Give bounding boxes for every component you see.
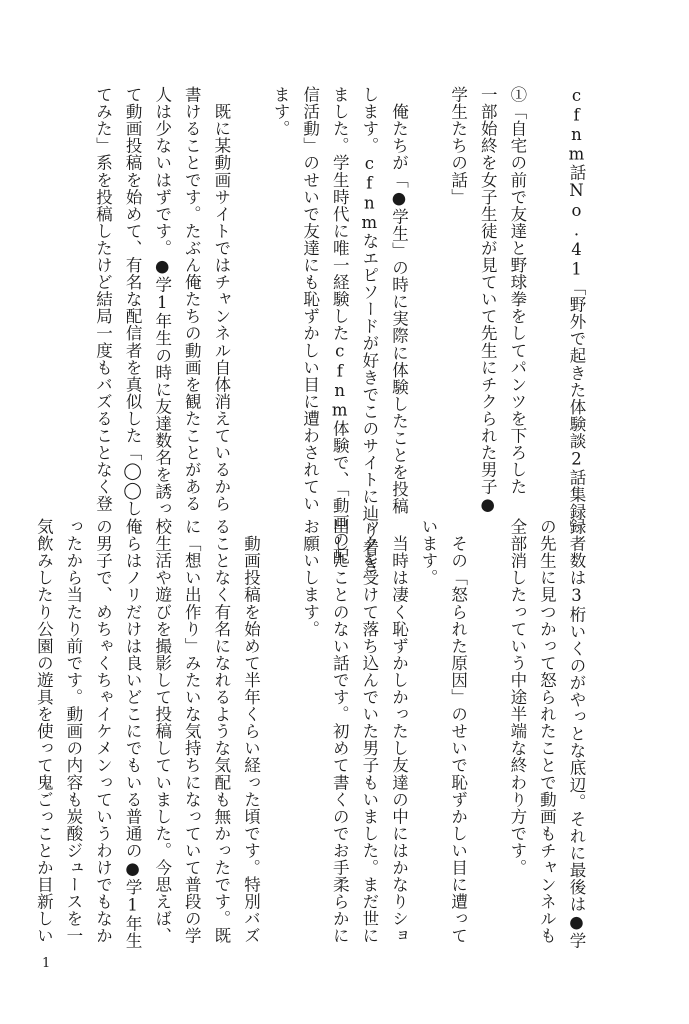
text-line: 信活動」のせいで友達にも恥ずかしい目に遭わされてい	[300, 86, 320, 513]
text-line: 当時は凄く恥ずかしかったし友達の中にはかなりショ	[389, 518, 409, 945]
text-line: ったから当たり前です。動画の内容も炭酸ジュースを一	[63, 518, 83, 945]
text-line: 俺たちが「●学生」の時に実際に体験したことを投稿	[389, 86, 409, 515]
text-line: 気飲みしたり公園の遊具を使って鬼ごっことか目新しい	[34, 518, 54, 945]
text-line	[532, 86, 562, 486]
lower-text-block	[34, 518, 591, 954]
upper-text-block	[51, 86, 591, 574]
text-line: の先生に見つかって怒られたことで動画もチャンネルも	[537, 518, 557, 945]
text-line: てみた」系を投稿したけど結局一度もバズることなく登	[93, 86, 113, 513]
text-line: に「想い出作り」みたいな気持ちになっていて普段の学	[182, 518, 202, 945]
text-line: の男子で、めちゃくちゃイケメンっていうわけでもなか	[93, 518, 113, 945]
text-line: 既に某動画サイトではチャンネル自体消えているから	[211, 86, 231, 513]
text-line	[236, 86, 266, 486]
text-line: ックを受けて落ち込んでいた男子もいました。まだ世に	[359, 518, 379, 945]
text-line: ①「自宅の前で友達と野球拳をしてパンツを下ろした	[507, 86, 527, 496]
text-line: 書けることです。たぶん俺たちの動画を観たことがある	[182, 86, 202, 513]
text-line: 学生たちの話」	[448, 86, 468, 206]
text-line: します。cfnmなエピソードが好きでこのサイトに辿り着き	[359, 86, 379, 574]
text-line: 出したことのない話です。初めて書くのでお手柔らかに	[330, 518, 350, 945]
text-line	[473, 518, 503, 954]
text-line: 校生活や遊びを撮影して投稿していました。今思えば、	[152, 518, 172, 945]
text-line: 動画投稿を始めて半年くらい経った頃です。特別バズ	[241, 518, 261, 945]
text-line: その「怒られた原因」のせいで恥ずかしい目に遭って	[448, 518, 468, 945]
text-line: ることなく有名になれるような気配も無かったです。既	[211, 518, 231, 945]
text-line: 一部始終を女子生徒が見ていて先生にチクられた男子●	[478, 86, 498, 515]
text-line: ます。	[271, 86, 291, 138]
text-line	[413, 86, 443, 486]
text-line	[265, 518, 295, 954]
text-line: 俺らはノリだけは良いどこにでもいる普通の●学1年生	[123, 518, 143, 950]
text-line: cfnm話No.41「野外で起きた体験談2話集録」	[567, 86, 586, 538]
text-line: 録者数は3桁いくのがやっとな底辺。それに最後は●学	[567, 518, 586, 950]
page-number: 1	[42, 956, 51, 971]
text-line: 全部消したっていう中途半端な終わり方です。	[507, 518, 527, 877]
text-line: お願いします。	[300, 518, 320, 638]
text-line: て動画投稿を始めて、有名な配信者を真似した「◯◯し	[123, 86, 143, 518]
text-line: います。	[419, 518, 439, 587]
text-line: ました。学生時代に唯一経験したcfnm体験で、「動画の配	[330, 86, 350, 566]
text-line: 人は少ないはずです。●学1年生の時に友達数名を誘っ	[152, 86, 172, 518]
